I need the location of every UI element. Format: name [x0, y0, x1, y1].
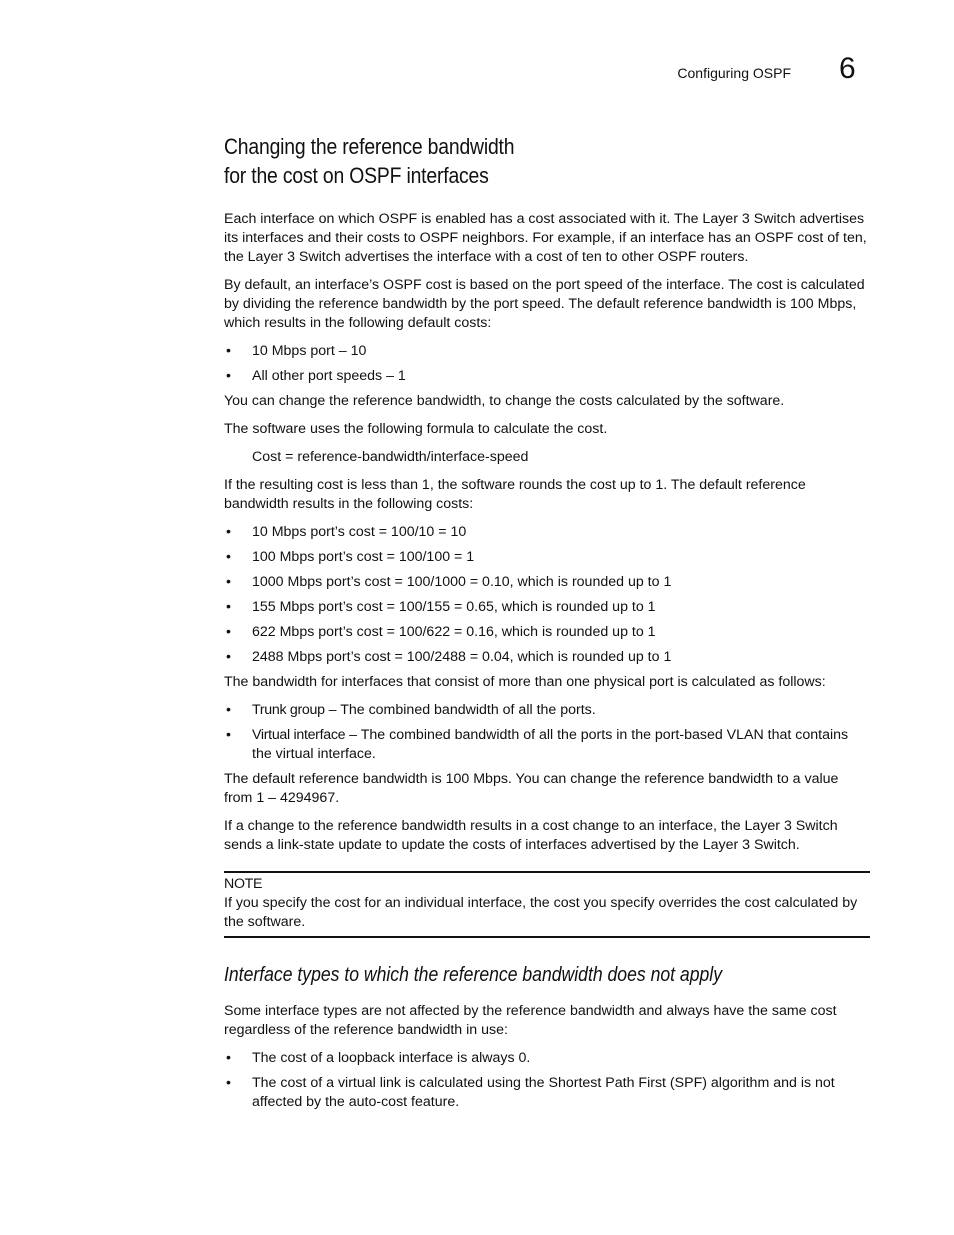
- term-virtual-interface: Virtual interface: [252, 727, 346, 743]
- subsection-list: [224, 1049, 870, 1112]
- update-paragraph: If a change to the reference bandwidth results in a cost change to an interface, the Layer 3 Switch sends a link-state update to update the costs of interfaces advertised by the Layer 3 Switch.: [224, 818, 838, 853]
- rounding-paragraph: If the resulting cost is less than 1, the software rounds the cost up to 1. The default reference bandwidth results in the following costs:: [224, 477, 806, 512]
- subsection-heading: Interface types to which the reference bandwidth does not apply: [224, 964, 723, 986]
- bullet-icon: •: [226, 1075, 231, 1091]
- list-item: • Trunk group – The combined bandwidth of all the ports.: [226, 702, 596, 718]
- list-item: • 155 Mbps port’s cost = 100/155 = 0.65, which is rounded up to 1: [226, 599, 656, 615]
- list-item: • The cost of a loopback interface is always 0.: [226, 1050, 531, 1066]
- list-item: • 622 Mbps port’s cost = 100/622 = 0.16, which is rounded up to 1: [226, 624, 656, 640]
- default-costs-list: [224, 342, 870, 386]
- bullet-icon: •: [226, 574, 231, 590]
- bullet-icon: •: [226, 624, 231, 640]
- bullet-icon: •: [226, 343, 231, 359]
- page-content: [224, 132, 870, 1118]
- list-item: • 2488 Mbps port’s cost = 100/2488 = 0.04, which is rounded up to 1: [226, 649, 672, 665]
- running-header-title: Configuring OSPF: [677, 65, 791, 81]
- formula-intro: The software uses the following formula to calculate the cost.: [224, 421, 608, 437]
- list-item: • Virtual interface – The combined bandwidth of all the ports in the port-based VLAN that contains the virtual interface.: [226, 727, 849, 762]
- subsection-intro: Some interface types are not affected by the reference bandwidth and always have the same cost regardless of the reference bandwidth in use:: [224, 1003, 837, 1038]
- list-item: • 100 Mbps port’s cost = 100/100 = 1: [226, 549, 475, 565]
- list-item: • 1000 Mbps port’s cost = 100/1000 = 0.10, which is rounded up to 1: [226, 574, 672, 590]
- list-item: • The cost of a virtual link is calculated using the Shortest Path First (SPF) algorithm and is not affected by the auto-cost feature.: [226, 1075, 835, 1110]
- section-heading-line1: Changing the reference bandwidth: [224, 134, 515, 159]
- change-paragraph: You can change the reference bandwidth, to change the costs calculated by the software.: [224, 393, 785, 409]
- chapter-number: 6: [839, 52, 856, 85]
- bullet-icon: •: [226, 1050, 231, 1066]
- list-item: • 10 Mbps port – 10: [226, 343, 367, 359]
- intro-paragraph-2: By default, an interface’s OSPF cost is based on the port speed of the interface. The cost is calculated by dividing the reference bandwidth by the port speed. The default reference bandwidth is 100 Mbps, which results in the following default costs:: [224, 277, 865, 331]
- bullet-icon: •: [226, 702, 231, 718]
- bullet-icon: •: [226, 649, 231, 665]
- multi-port-list: [224, 701, 870, 764]
- default-reference-paragraph: The default reference bandwidth is 100 Mbps. You can change the reference bandwidth to a value from 1 – 4294967.: [224, 771, 839, 806]
- bullet-icon: •: [226, 727, 231, 743]
- bullet-icon: •: [226, 549, 231, 565]
- bullet-icon: •: [226, 524, 231, 540]
- section-heading: [224, 132, 792, 190]
- note-label: NOTE: [224, 876, 263, 892]
- list-item: • All other port speeds – 1: [226, 368, 406, 384]
- intro-paragraph-1: Each interface on which OSPF is enabled has a cost associated with it. The Layer 3 Switch advertises its interfaces and their costs to OSPF neighbors. For example, if an interface has an OSPF cost of ten, the Layer 3 Switch advertises the interface with a cost of ten to other OSPF routers.: [224, 211, 867, 265]
- note-box: [224, 871, 870, 938]
- multi-port-paragraph: The bandwidth for interfaces that consist of more than one physical port is calculated as follows:: [224, 674, 826, 690]
- note-text: If you specify the cost for an individual interface, the cost you specify overrides the cost calculated by the software.: [224, 895, 858, 930]
- bullet-icon: •: [226, 368, 231, 384]
- section-heading-line2: for the cost on OSPF interfaces: [224, 163, 489, 188]
- list-item: • 10 Mbps port’s cost = 100/10 = 10: [226, 524, 467, 540]
- bullet-icon: •: [226, 599, 231, 615]
- computed-costs-list: [224, 523, 870, 667]
- formula: Cost = reference-bandwidth/interface-speed: [252, 449, 529, 465]
- term-trunk-group: Trunk group: [252, 702, 325, 718]
